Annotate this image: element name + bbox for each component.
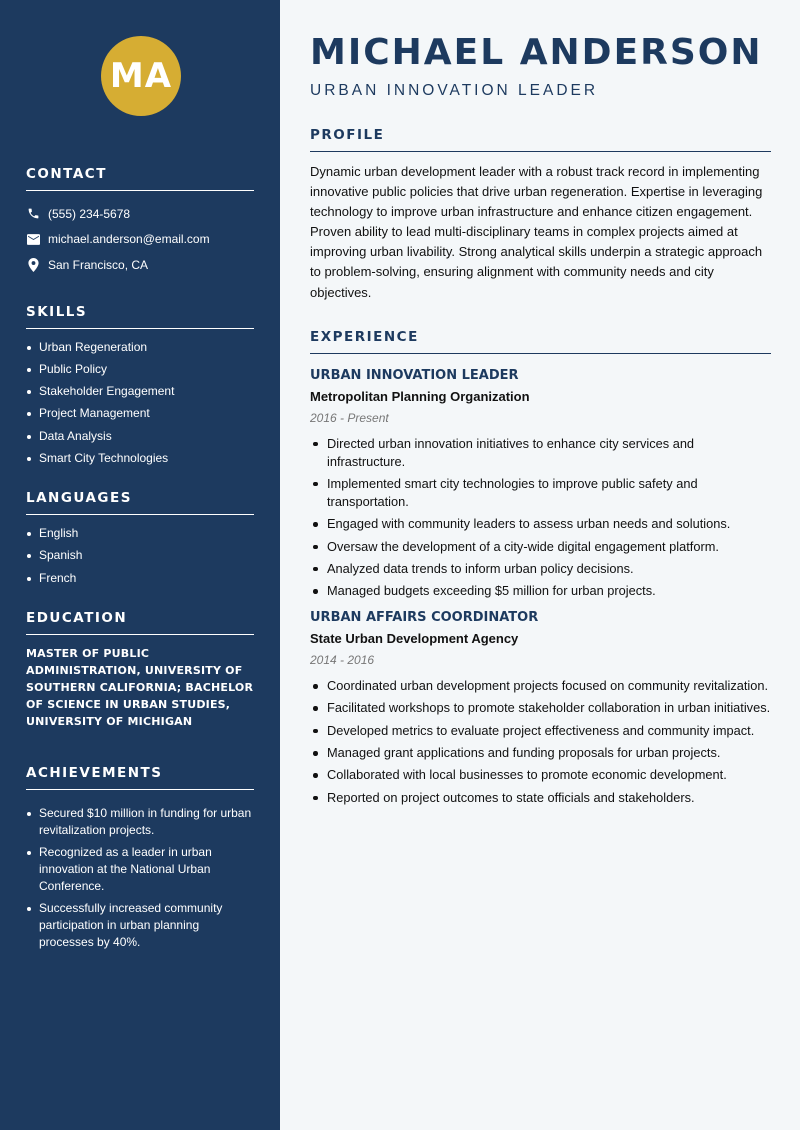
phone-icon <box>26 207 40 221</box>
skill-item: Stakeholder Engagement <box>26 383 254 400</box>
candidate-title: URBAN INNOVATION LEADER <box>310 82 599 99</box>
job-bullet: Coordinated urban development projects focused on community revitalization. <box>310 677 771 695</box>
job-bullet: Managed grant applications and funding proposals for urban projects. <box>310 744 771 762</box>
job-organization: Metropolitan Planning Organization <box>310 388 530 404</box>
job-bullet: Managed budgets exceeding $5 million for urban projects. <box>310 582 771 600</box>
mail-icon <box>26 232 40 246</box>
job-dates: 2016 - Present <box>310 410 389 425</box>
job-bullet: Implemented smart city technologies to improve public safety and transportation. <box>310 475 771 511</box>
language-item: Spanish <box>26 547 254 564</box>
sidebar <box>0 0 280 1130</box>
experience-section <box>310 329 771 807</box>
job-bullet: Directed urban innovation initiatives to enhance city services and infrastructure. <box>310 435 771 471</box>
location-pin-icon <box>26 258 40 272</box>
skill-item: Project Management <box>26 405 254 422</box>
skills-section <box>26 304 254 467</box>
job-dates: 2014 - 2016 <box>310 653 375 668</box>
job-bullet: Developed metrics to evaluate project effectiveness and community impact. <box>310 722 771 740</box>
skills-heading: SKILLS <box>26 304 254 329</box>
achievement-item: Secured $10 million in funding for urban revitalization projects. <box>26 805 254 839</box>
education-heading: EDUCATION <box>26 610 254 635</box>
email-text: michael.anderson@email.com <box>48 232 210 247</box>
job-bullets <box>310 677 771 806</box>
job-bullets <box>310 435 771 600</box>
achievements-list <box>26 805 254 951</box>
job-organization: State Urban Development Agency <box>310 631 519 647</box>
profile-section <box>310 127 771 303</box>
job-bullet: Analyzed data trends to inform urban policy decisions. <box>310 560 771 578</box>
contact-heading: CONTACT <box>26 166 254 191</box>
job-bullet: Facilitated workshops to promote stakeholder collaboration in urban initiatives. <box>310 699 771 717</box>
job-entry <box>310 610 771 806</box>
location-text: San Francisco, CA <box>48 257 149 272</box>
phone-text: (555) 234-5678 <box>48 206 131 221</box>
contact-phone <box>26 201 254 227</box>
skill-item: Urban Regeneration <box>26 339 254 356</box>
language-item: English <box>26 525 254 542</box>
language-item: French <box>26 570 254 587</box>
contact-location <box>26 252 254 278</box>
job-bullet: Reported on project outcomes to state officials and stakeholders. <box>310 789 771 807</box>
skill-item: Data Analysis <box>26 428 254 445</box>
experience-heading: EXPERIENCE <box>310 329 771 354</box>
contact-email <box>26 227 254 253</box>
main-content <box>280 0 800 1130</box>
job-bullet: Oversaw the development of a city-wide digital engagement platform. <box>310 538 771 556</box>
profile-text: Dynamic urban development leader with a robust track record in implementing innovative public policies that drive urban regeneration. Expertise in leveraging technology to improve urban infrastructure and enhance citizen engagement. Proven ability to lead multi-disciplinary teams in complex projects aimed at improving urban livability. Strong analytical skills underpin a strategic approach to problem-solving, ensuring alignment with community needs and city objectives. <box>310 164 763 300</box>
skill-item: Smart City Technologies <box>26 450 254 467</box>
achievement-item: Successfully increased community participation in urban planning processes by 40%. <box>26 900 254 951</box>
job-title: URBAN AFFAIRS COORDINATOR <box>310 610 539 626</box>
languages-list <box>26 525 254 587</box>
job-title: URBAN INNOVATION LEADER <box>310 367 519 383</box>
education-section <box>26 610 254 730</box>
profile-heading: PROFILE <box>310 127 771 152</box>
languages-heading: LANGUAGES <box>26 490 254 515</box>
education-text: MASTER OF PUBLIC ADMINISTRATION, UNIVERSITY OF SOUTHERN CALIFORNIA; BACHELOR OF SCIENCE IN URBAN STUDIES, UNIVERSITY OF MICHIGAN <box>26 646 254 728</box>
avatar: MA <box>101 36 181 116</box>
job-bullet: Engaged with community leaders to assess urban needs and solutions. <box>310 515 771 533</box>
contact-section <box>26 166 254 278</box>
candidate-name: MICHAEL ANDERSON <box>310 32 763 73</box>
skills-list <box>26 339 254 467</box>
job-entry <box>310 368 771 600</box>
achievement-item: Recognized as a leader in urban innovation at the National Urban Conference. <box>26 844 254 895</box>
skill-item: Public Policy <box>26 361 254 378</box>
achievements-heading: ACHIEVEMENTS <box>26 765 254 790</box>
job-bullet: Collaborated with local businesses to promote economic development. <box>310 766 771 784</box>
achievements-section <box>26 765 254 951</box>
languages-section <box>26 490 254 587</box>
